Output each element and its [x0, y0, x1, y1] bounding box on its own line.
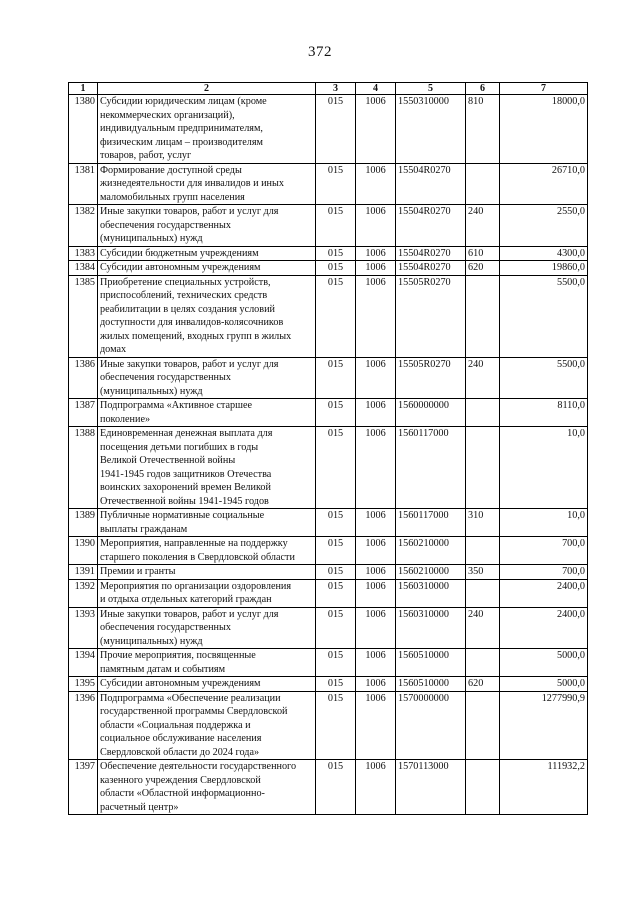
description-cell [98, 537, 316, 565]
table-row [69, 537, 588, 565]
target-article-cell: 1560510000 [396, 649, 466, 677]
target-article-cell: 1560310000 [396, 579, 466, 607]
target-article-cell: 15504R0270 [396, 261, 466, 276]
header-cell: 5 [396, 83, 466, 95]
description-line: Публичные нормативные социальные [100, 510, 265, 521]
description-line: Субсидии бюджетным учреждениям [100, 247, 259, 259]
section-code-cell: 1006 [356, 95, 396, 164]
description-line: посещения детьми погибших в годы [100, 441, 259, 453]
ministry-code-cell: 015 [316, 246, 356, 261]
amount-cell: 2400,0 [500, 607, 588, 649]
header-cell: 7 [500, 83, 588, 95]
table-row [69, 163, 588, 205]
description-line: области «Социальная поддержка и [100, 719, 251, 731]
target-article-cell: 1560117000 [396, 427, 466, 509]
description-line: обеспечения государственных [100, 219, 231, 231]
section-code-cell: 1006 [356, 579, 396, 607]
ministry-code-cell: 015 [316, 565, 356, 580]
table-row [69, 649, 588, 677]
section-code-cell: 1006 [356, 691, 396, 760]
expense-type-cell [466, 163, 500, 205]
target-article-cell: 1560510000 [396, 677, 466, 692]
ministry-code-cell: 015 [316, 677, 356, 692]
description-line: казенного учреждения Свердловской [100, 774, 261, 786]
ministry-code-cell: 015 [316, 261, 356, 276]
section-code-cell: 1006 [356, 649, 396, 677]
expense-type-cell: 810 [466, 95, 500, 164]
description-line: некоммерческих организаций), [100, 109, 235, 121]
section-code-cell: 1006 [356, 205, 396, 247]
table-body [69, 95, 588, 815]
description-line: Формирование доступной среды [100, 164, 242, 176]
description-cell [98, 205, 316, 247]
description-line: Подпрограмма «Активное старшее [100, 400, 252, 411]
amount-cell: 10,0 [500, 427, 588, 509]
description-line: старшего поколения в Свердловской области [100, 551, 295, 563]
target-article-cell: 15505R0270 [396, 275, 466, 357]
expense-type-cell [466, 579, 500, 607]
table-row [69, 565, 588, 580]
description-line: воинских захоронений времен Великой [100, 482, 271, 493]
target-article-cell: 1550310000 [396, 95, 466, 164]
expense-type-cell: 240 [466, 357, 500, 399]
expense-type-cell: 610 [466, 246, 500, 261]
expense-type-cell: 240 [466, 205, 500, 247]
description-cell [98, 649, 316, 677]
description-line: физическим лицам – производителям [100, 136, 263, 148]
table-row [69, 677, 588, 692]
amount-cell: 700,0 [500, 537, 588, 565]
section-code-cell: 1006 [356, 607, 396, 649]
description-cell [98, 261, 316, 276]
description-line: и отдыха отдельных категорий граждан [100, 594, 272, 605]
expense-type-cell: 350 [466, 565, 500, 580]
description-line: Субсидии юридическим лицам (кроме [100, 96, 267, 107]
description-line: жилых помещений, входных групп в жилых [100, 330, 292, 342]
description-line: социальное обслуживание населения [100, 733, 262, 744]
table-row [69, 399, 588, 427]
table-row [69, 357, 588, 399]
description-line: поколение» [100, 413, 151, 425]
section-code-cell: 1006 [356, 760, 396, 815]
description-line: выплаты гражданам [100, 523, 188, 535]
description-line: Приобретение специальных устройств, [100, 276, 271, 288]
row-number-cell: 1385 [69, 275, 98, 357]
amount-cell: 10,0 [500, 509, 588, 537]
table-row [69, 579, 588, 607]
description-cell [98, 95, 316, 164]
header-cell: 2 [98, 83, 316, 95]
description-line: 1941-1945 годов защитников Отечества [100, 468, 272, 480]
header-cell: 1 [69, 83, 98, 95]
description-line: Прочие мероприятия, посвященные [100, 650, 256, 661]
target-article-cell: 15504R0270 [396, 246, 466, 261]
target-article-cell: 1560310000 [396, 607, 466, 649]
description-cell [98, 565, 316, 580]
table-row [69, 275, 588, 357]
table-row [69, 205, 588, 247]
amount-cell: 1277990,9 [500, 691, 588, 760]
description-line: жизнедеятельности для инвалидов и иных [100, 178, 284, 189]
description-line: Мероприятия по организации оздоровления [100, 580, 292, 592]
description-line: доступности для инвалидов-колясочников [100, 317, 284, 328]
section-code-cell: 1006 [356, 427, 396, 509]
target-article-cell: 1570113000 [396, 760, 466, 815]
expense-type-cell [466, 275, 500, 357]
expense-type-cell: 620 [466, 261, 500, 276]
description-line: (муниципальных) нужд [100, 233, 203, 244]
amount-cell: 5500,0 [500, 357, 588, 399]
amount-cell: 5000,0 [500, 677, 588, 692]
amount-cell: 111932,2 [500, 760, 588, 815]
header-cell: 3 [316, 83, 356, 95]
target-article-cell: 15504R0270 [396, 163, 466, 205]
section-code-cell: 1006 [356, 246, 396, 261]
row-number-cell: 1389 [69, 509, 98, 537]
header-cell: 6 [466, 83, 500, 95]
ministry-code-cell: 015 [316, 649, 356, 677]
section-code-cell: 1006 [356, 537, 396, 565]
ministry-code-cell: 015 [316, 509, 356, 537]
description-line: Премии и гранты [100, 566, 176, 577]
section-code-cell: 1006 [356, 399, 396, 427]
row-number-cell: 1397 [69, 760, 98, 815]
description-line: расчетный центр» [100, 801, 179, 813]
description-line: Субсидии автономным учреждениям [100, 678, 261, 689]
ministry-code-cell: 015 [316, 537, 356, 565]
ministry-code-cell: 015 [316, 607, 356, 649]
row-number-cell: 1381 [69, 163, 98, 205]
description-line: Мероприятия, направленные на поддержку [100, 538, 288, 549]
row-number-cell: 1380 [69, 95, 98, 164]
description-line: Субсидии автономным учреждениям [100, 262, 261, 273]
description-line: государственной программы Свердловской [100, 706, 288, 717]
amount-cell: 8110,0 [500, 399, 588, 427]
row-number-cell: 1391 [69, 565, 98, 580]
section-code-cell: 1006 [356, 357, 396, 399]
description-line: маломобильных групп населения [100, 191, 245, 203]
amount-cell: 5000,0 [500, 649, 588, 677]
section-code-cell: 1006 [356, 565, 396, 580]
target-article-cell: 1560210000 [396, 537, 466, 565]
table-row [69, 607, 588, 649]
ministry-code-cell: 015 [316, 427, 356, 509]
row-number-cell: 1393 [69, 607, 98, 649]
description-line: Иные закупки товаров, работ и услуг для [100, 206, 279, 217]
amount-cell: 2400,0 [500, 579, 588, 607]
description-cell [98, 691, 316, 760]
row-number-cell: 1384 [69, 261, 98, 276]
table-row [69, 691, 588, 760]
row-number-cell: 1394 [69, 649, 98, 677]
budget-table [68, 82, 588, 815]
ministry-code-cell: 015 [316, 579, 356, 607]
ministry-code-cell: 015 [316, 163, 356, 205]
expense-type-cell [466, 649, 500, 677]
target-article-cell: 1560000000 [396, 399, 466, 427]
row-number-cell: 1388 [69, 427, 98, 509]
section-code-cell: 1006 [356, 275, 396, 357]
amount-cell: 19860,0 [500, 261, 588, 276]
section-code-cell: 1006 [356, 677, 396, 692]
description-line: Отечественной войны 1941-1945 годов [100, 495, 269, 507]
expense-type-cell [466, 537, 500, 565]
description-line: обеспечения государственных [100, 372, 231, 383]
ministry-code-cell: 015 [316, 691, 356, 760]
section-code-cell: 1006 [356, 261, 396, 276]
description-line: Единовременная денежная выплата для [100, 428, 273, 439]
target-article-cell: 1560210000 [396, 565, 466, 580]
row-number-cell: 1387 [69, 399, 98, 427]
header-row [69, 83, 588, 95]
description-line: домах [100, 344, 127, 355]
target-article-cell: 15504R0270 [396, 205, 466, 247]
page-number: 372 [308, 44, 332, 60]
description-line: Иные закупки товаров, работ и услуг для [100, 608, 279, 620]
description-line: обеспечения государственных [100, 622, 231, 633]
ministry-code-cell: 015 [316, 760, 356, 815]
ministry-code-cell: 015 [316, 399, 356, 427]
amount-cell: 2550,0 [500, 205, 588, 247]
amount-cell: 26710,0 [500, 163, 588, 205]
row-number-cell: 1392 [69, 579, 98, 607]
ministry-code-cell: 015 [316, 95, 356, 164]
table-row [69, 760, 588, 815]
expense-type-cell: 620 [466, 677, 500, 692]
description-line: Обеспечение деятельности государственного [100, 761, 297, 772]
amount-cell: 700,0 [500, 565, 588, 580]
description-cell [98, 357, 316, 399]
description-line: Свердловской области до 2024 года» [100, 746, 260, 758]
ministry-code-cell: 015 [316, 205, 356, 247]
table-row [69, 246, 588, 261]
description-cell [98, 579, 316, 607]
target-article-cell: 1570000000 [396, 691, 466, 760]
description-cell [98, 246, 316, 261]
header-cell: 4 [356, 83, 396, 95]
description-line: Подпрограмма «Обеспечение реализации [100, 692, 281, 704]
expense-type-cell [466, 691, 500, 760]
expense-type-cell [466, 427, 500, 509]
ministry-code-cell: 015 [316, 275, 356, 357]
description-cell [98, 760, 316, 815]
row-number-cell: 1382 [69, 205, 98, 247]
target-article-cell: 1560117000 [396, 509, 466, 537]
description-cell [98, 399, 316, 427]
section-code-cell: 1006 [356, 509, 396, 537]
description-line: реабилитации в целях создания условий [100, 303, 275, 315]
amount-cell: 18000,0 [500, 95, 588, 164]
table-row [69, 509, 588, 537]
description-cell [98, 509, 316, 537]
expense-type-cell: 310 [466, 509, 500, 537]
description-cell [98, 163, 316, 205]
table-row [69, 261, 588, 276]
amount-cell: 4300,0 [500, 246, 588, 261]
row-number-cell: 1386 [69, 357, 98, 399]
expense-type-cell: 240 [466, 607, 500, 649]
description-cell [98, 427, 316, 509]
section-code-cell: 1006 [356, 163, 396, 205]
description-cell [98, 275, 316, 357]
description-line: товаров, работ, услуг [100, 150, 192, 161]
row-number-cell: 1395 [69, 677, 98, 692]
description-line: (муниципальных) нужд [100, 385, 203, 397]
description-line: области «Областной информационно- [100, 788, 265, 799]
description-line: памятным датам и событиям [100, 663, 226, 675]
table-row [69, 427, 588, 509]
description-line: Иные закупки товаров, работ и услуг для [100, 358, 279, 370]
amount-cell: 5500,0 [500, 275, 588, 357]
row-number-cell: 1390 [69, 537, 98, 565]
description-line: индивидуальным предпринимателям, [100, 123, 263, 134]
ministry-code-cell: 015 [316, 357, 356, 399]
row-number-cell: 1396 [69, 691, 98, 760]
description-line: Великой Отечественной войны [100, 455, 236, 466]
description-line: (муниципальных) нужд [100, 635, 203, 647]
target-article-cell: 15505R0270 [396, 357, 466, 399]
expense-type-cell [466, 399, 500, 427]
expense-type-cell [466, 760, 500, 815]
description-line: приспособлений, технических средств [100, 290, 268, 301]
table-row [69, 95, 588, 164]
description-cell [98, 677, 316, 692]
row-number-cell: 1383 [69, 246, 98, 261]
description-cell [98, 607, 316, 649]
